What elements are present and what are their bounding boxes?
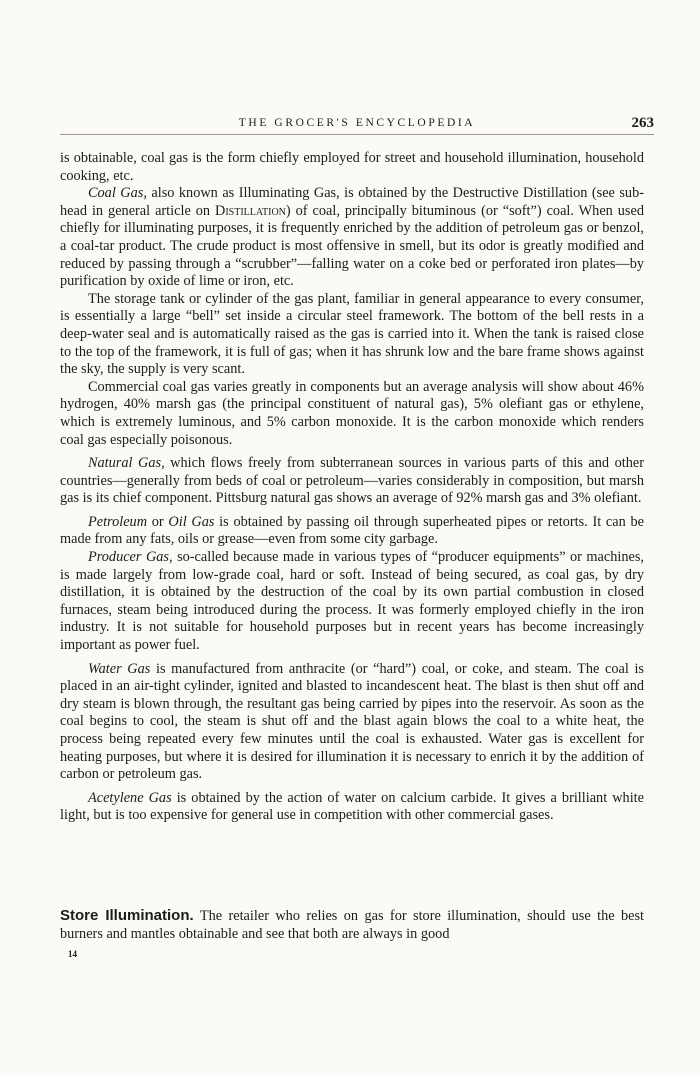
paragraph-analysis: Commercial coal gas varies greatly in components but an average analysis will show about 46% hydrogen, 40% marsh gas (the principal constituent of natural gas), 5% olefiant gas or ethylene, which is extremely luminous, and 5% carbon monoxide. It is the carbon monoxide which renders coal gas especially poisonous. [60, 378, 644, 448]
page-number: 263 [631, 115, 654, 131]
section-text: The retailer who relies on gas for store illumination, should use the best burners and mantles obtainable and see that both are always in good [60, 908, 644, 942]
signature-mark: 14 [68, 949, 77, 959]
section-title: Store Illumination. [60, 907, 194, 924]
term-natural-gas: Natural Gas, [88, 455, 165, 472]
term-petroleum: Petroleum [88, 513, 148, 530]
header-rule [60, 134, 654, 135]
paragraph-text: is obtained by passing oil through superheated pipes or retorts. It can be made from any fats, oils or grease—even from some city garbage. [60, 513, 644, 548]
cross-reference: Distillation [215, 202, 286, 219]
paragraph-natural-gas [60, 455, 644, 508]
paragraph-acetylene-gas [60, 790, 644, 825]
section-store-illumination [60, 907, 644, 943]
term-water-gas: Water Gas [88, 660, 151, 677]
paragraph-text: so-called because made in various types of “producer equipments” or machines, is made largely from low-grade coal, hard or soft. Instead of being secured, as coal gas, by dry distillation, it is obtained by the destruction of the coal by its own partial combustion in closed furnaces, steam being introduced during the process. It was formerly employed chiefly in the iron industry. It is not suitable for household purposes but in recent years has become increasingly important as power fuel. [60, 549, 644, 654]
paragraph-continuation: is obtainable, coal gas is the form chiefly employed for street and household illumination, household cooking, etc. [60, 150, 644, 184]
paragraph-text: is obtained by the action of water on calcium carbide. It gives a brilliant white light, but is too expensive for general use in competition with other commercial gases. [60, 789, 644, 824]
section-paragraph [60, 907, 644, 943]
running-head: THE GROCER'S ENCYCLOPEDIA [238, 117, 476, 129]
term-producer-gas: Producer Gas, [88, 549, 173, 566]
term-oil-gas: Oil Gas [168, 513, 215, 530]
paragraph-text: or [147, 513, 169, 530]
paragraph-text: which flows freely from subterranean sources in various parts of this and other countries—generally from beds of coal or petroleum—varies considerably in composition, but marsh gas is its chief component. Pittsburg natural gas shows an average of 92% marsh gas and 3% olefiant. [60, 455, 644, 507]
paragraph-text: is manufactured from anthracite (or “hard”) coal, or coke, and steam. The coal is placed in an air-tight cylinder, ignited and blasted to incandescent heat. The blast is then shut off and dry steam is blown through, the resultant gas being carried by pipes into the reservoir. As soon as the coal begins to cool, the steam is shut off and the blast again blows the coal to a white heat, the process being repeated every few minutes until the coal is exhausted. Water gas is excellent for heating purposes, but where it is desired for illumination it is necessary to enrich it by the addition of carbon or petroleum gas. [60, 660, 644, 783]
paragraph-storage-tank: The storage tank or cylinder of the gas plant, familiar in general appearance to every consumer, is essentially a large “bell” set inside a circular steel framework. The bottom of the bell rests in a deep-water seal and is automatically raised as the gas is carried into it. When the tank is raised close to the top of the framework, it is full of gas; when it has shrunk low and the bare frame shows against the sky, the supply is very scant. [60, 290, 644, 378]
body-text [60, 150, 644, 825]
paragraph-text: also known as Illuminating Gas, is obtained by the Destructive Distillation (see sub-head in general article on [60, 185, 644, 219]
term-acetylene-gas: Acetylene Gas [88, 789, 172, 806]
term-coal-gas: Coal Gas, [88, 185, 147, 202]
paragraph-water-gas [60, 661, 644, 784]
paragraph-producer-gas [60, 549, 644, 655]
paragraph-petroleum-gas [60, 514, 644, 549]
page-header [60, 117, 654, 133]
paragraph-text: ) of coal, principally bituminous (or “soft”) coal. When used chiefly for illuminating purposes, it is frequently enriched by the addition of petroleum gas or benzol, a coal-tar product. The crude product is most offensive in smell, but its odor is greatly modified and reduced by passing through a “scrubber”—falling water on a coke bed or perforated iron plates—by purification by oxide of lime or iron, etc. [60, 202, 644, 290]
paragraph-coal-gas [60, 185, 644, 291]
